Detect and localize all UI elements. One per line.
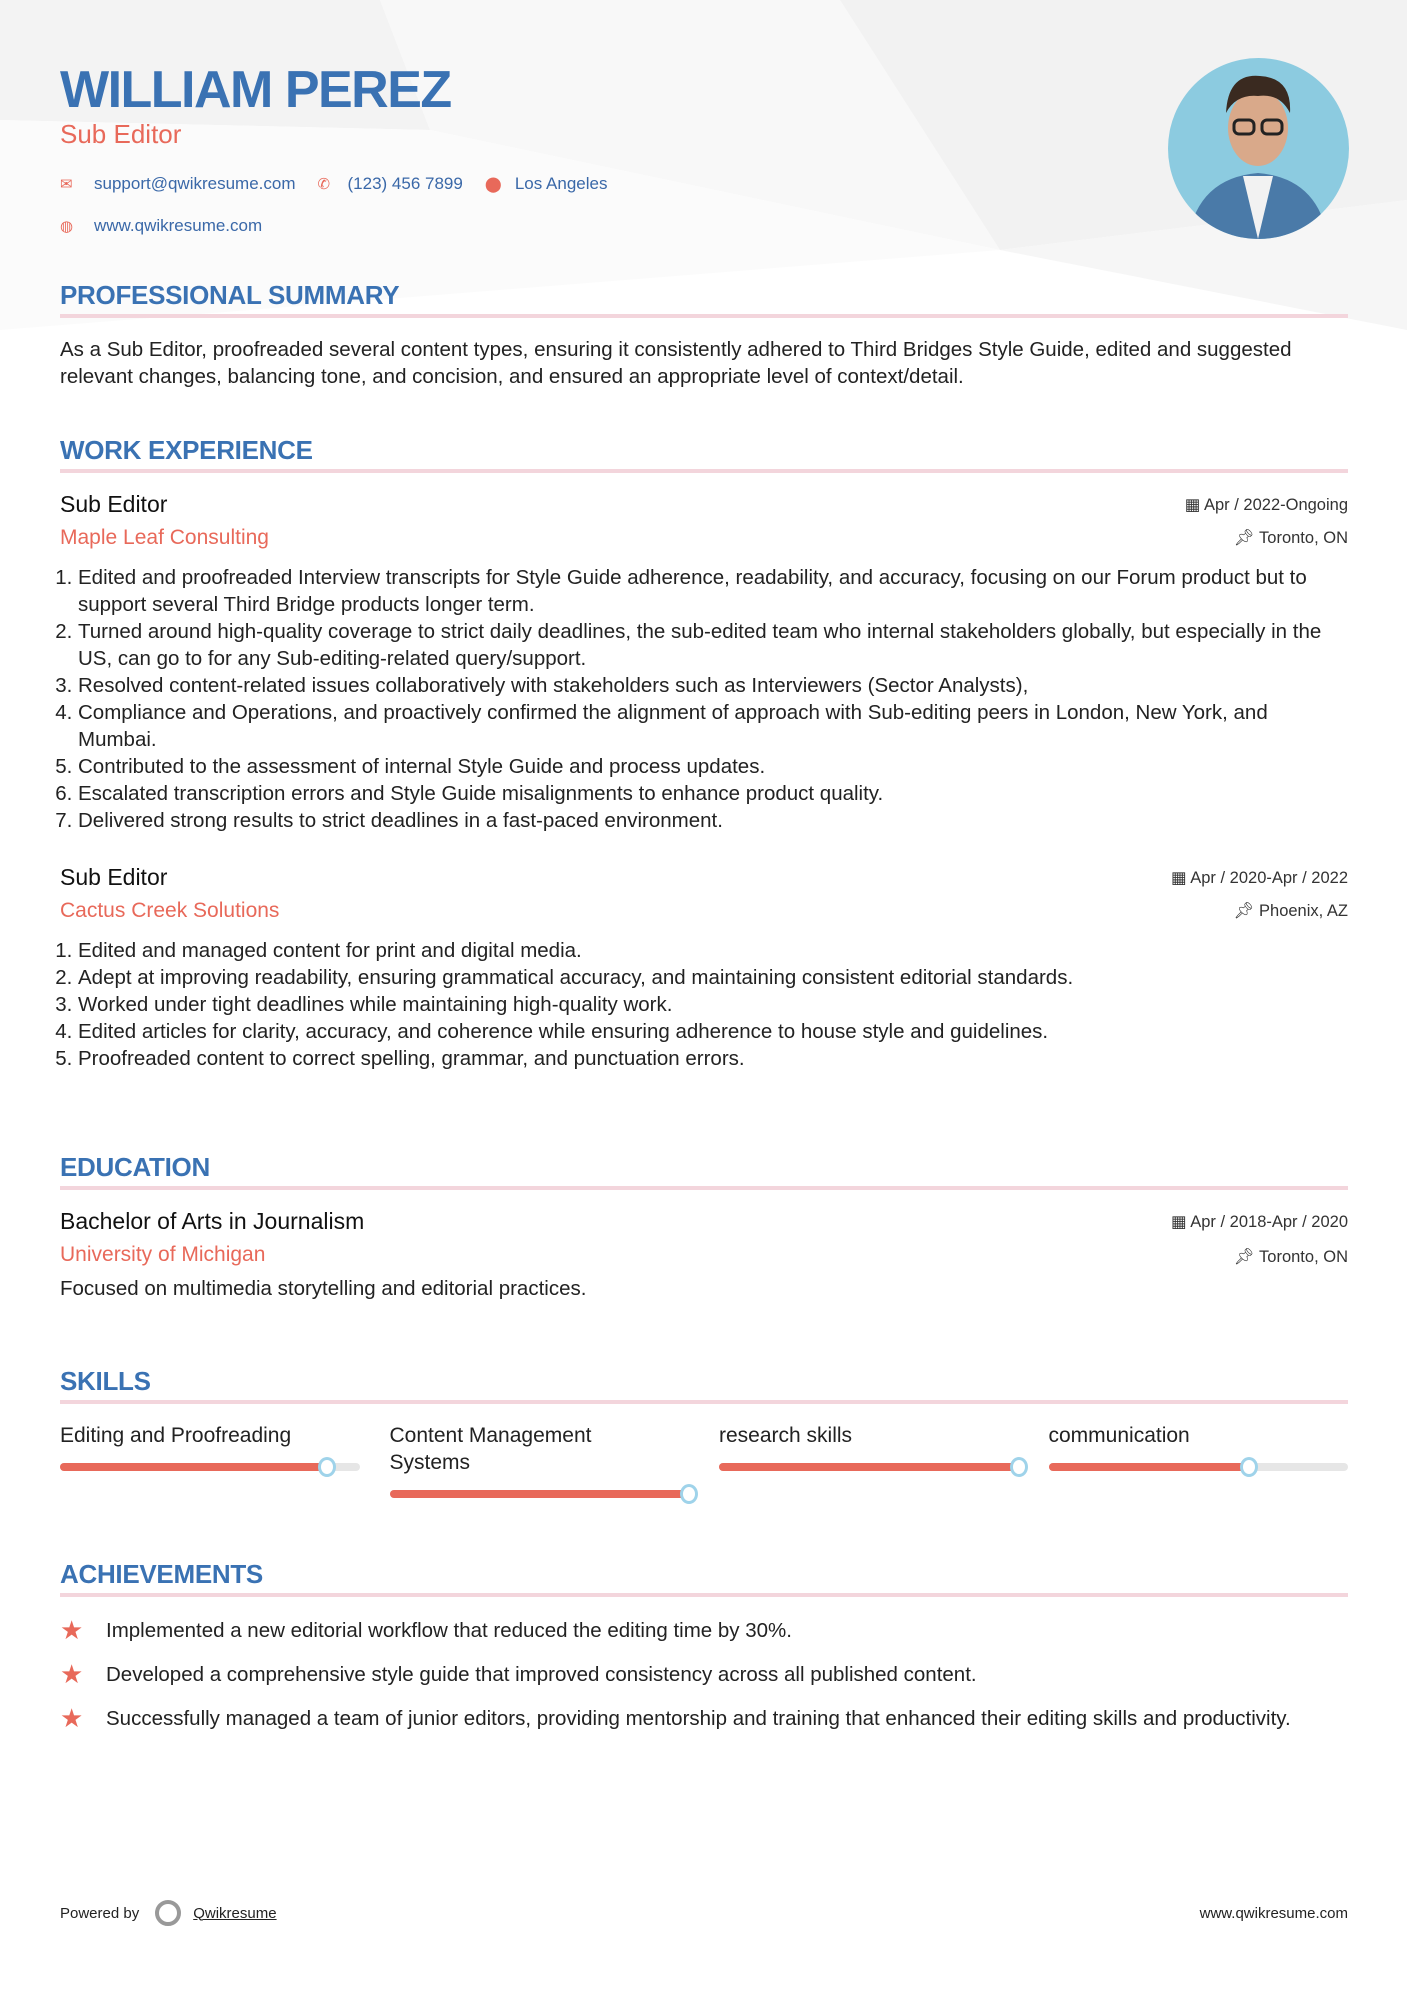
contact-row xyxy=(60,174,607,194)
degree: Bachelor of Arts in Journalism xyxy=(60,1208,365,1234)
skill-knob xyxy=(1240,1457,1258,1477)
name: WILLIAM PEREZ xyxy=(60,61,451,119)
job-date: ▦ Apr / 2020-Apr / 2022 xyxy=(1170,869,1348,887)
achievement-text: Successfully managed a team of junior editors, providing mentorship and training that enhanced their editing skills and productivity. xyxy=(106,1707,1291,1730)
list-item: 2. Adept at improving readability, ensuring grammatical accuracy, and maintaining consistent editorial standards. xyxy=(78,964,1348,991)
skills-section xyxy=(60,1366,1348,1498)
skill-fill xyxy=(719,1463,1019,1471)
powered-by: Powered by xyxy=(60,1904,140,1922)
skill-knob xyxy=(318,1457,336,1477)
profile-photo xyxy=(1168,58,1349,239)
job-entry xyxy=(60,491,1348,834)
pin-icon: 📌︎ xyxy=(1233,902,1260,920)
skill-bar xyxy=(719,1463,1019,1471)
company: Maple Leaf Consulting xyxy=(60,526,269,549)
list-item: 1. Edited and managed content for print and digital media. xyxy=(78,937,1348,964)
skill-item xyxy=(719,1422,1019,1498)
achievement-item xyxy=(60,1617,1348,1644)
phone: (123) 456 7899 xyxy=(347,174,463,193)
school: University of Michigan xyxy=(60,1243,266,1266)
list-item: 2. Turned around high-quality coverage to strict daily deadlines, the sub-edited team who internal stakeholders globally, but especially in the US, can go to for any Sub-editing-related query/support. xyxy=(78,618,1348,672)
bullet-list xyxy=(60,937,1348,1072)
phone-icon: ✆ xyxy=(317,176,331,193)
footer xyxy=(60,1900,1348,1926)
education-section xyxy=(60,1152,1348,1302)
education-description: Focused on multimedia storytelling and editorial practices. xyxy=(60,1277,587,1300)
pin-icon: 📌︎ xyxy=(1233,1248,1260,1266)
skill-bar xyxy=(390,1490,690,1498)
job-title: Sub Editor xyxy=(60,119,182,149)
list-item: 3. Resolved content-related issues collaboratively with stakeholders such as Interviewers (Sector Analysts), xyxy=(78,672,1348,699)
job-entry xyxy=(60,864,1348,1072)
achievement-item xyxy=(60,1661,1348,1688)
section-heading: PROFESSIONAL SUMMARY xyxy=(60,280,400,310)
job-date: ▦ Apr / 2022-Ongoing xyxy=(1184,496,1348,514)
achievement-item xyxy=(60,1705,1348,1732)
skill-item xyxy=(390,1422,690,1498)
qwikresume-logo-icon xyxy=(155,1900,181,1926)
skill-name: Editing and Proofreading xyxy=(60,1424,292,1447)
skill-name: communication xyxy=(1048,1424,1190,1447)
star-icon: ★ xyxy=(60,1703,84,1733)
job-title: Sub Editor xyxy=(60,864,168,890)
skill-item xyxy=(1049,1422,1349,1498)
list-item: 4. Compliance and Operations, and proactively confirmed the alignment of approach with Sub-editing peers in London, New York, and Mumbai. xyxy=(78,699,1348,753)
skill-bar xyxy=(60,1463,360,1471)
skill-fill xyxy=(60,1463,327,1471)
envelope-icon: ✉ xyxy=(60,176,73,193)
skill-item xyxy=(60,1422,360,1498)
list-item: 3. Worked under tight deadlines while maintaining high-quality work. xyxy=(78,991,1348,1018)
list-item: 4. Edited articles for clarity, accuracy, and coherence while ensuring adherence to house style and guidelines. xyxy=(78,1018,1348,1045)
education-date: ▦ Apr / 2018-Apr / 2020 xyxy=(1170,1213,1348,1231)
skill-fill xyxy=(1049,1463,1250,1471)
list-item: 6. Escalated transcription errors and Style Guide misalignments to enhance product quality. xyxy=(78,780,1348,807)
job-title: Sub Editor xyxy=(60,491,168,517)
divider xyxy=(60,1186,1348,1190)
list-item: 5. Proofreaded content to correct spelling, grammar, and punctuation errors. xyxy=(78,1045,1348,1072)
calendar-icon: ▦ xyxy=(1170,1213,1191,1231)
globe-icon: ◍ xyxy=(60,218,74,235)
email-link[interactable]: support@qwikresume.com xyxy=(94,174,296,193)
achievements-section xyxy=(60,1559,1348,1749)
skill-name: research skills xyxy=(719,1424,853,1447)
skill-name: Content Management Systems xyxy=(389,1424,592,1474)
divider xyxy=(60,469,1348,473)
website-link[interactable]: www.qwikresume.com xyxy=(94,216,263,235)
summary-text: As a Sub Editor, proofreaded several content types, ensuring it consistently adhered to Third Bridges Style Guide, edited and suggested relevant changes, balancing tone, and concision, and ensured an appropriate level of context/detail. xyxy=(60,338,1292,388)
list-item: 1. Edited and proofreaded Interview transcripts for Style Guide adherence, readability, and accuracy, focusing on our Forum product but to support several Third Bridge products longer term. xyxy=(78,564,1348,618)
skill-fill xyxy=(390,1490,690,1498)
skill-knob xyxy=(680,1484,698,1504)
star-icon: ★ xyxy=(60,1659,84,1689)
education-location: 📌︎ Toronto, ON xyxy=(1233,1248,1348,1266)
divider xyxy=(60,1400,1348,1404)
divider xyxy=(60,314,1348,318)
achievement-text: Developed a comprehensive style guide that improved consistency across all published content. xyxy=(106,1663,977,1686)
calendar-icon: ▦ xyxy=(1184,496,1204,514)
website-row xyxy=(60,216,262,236)
list-item: 5. Contributed to the assessment of internal Style Guide and process updates. xyxy=(78,753,1348,780)
achievement-text: Implemented a new editorial workflow that reduced the editing time by 30%. xyxy=(106,1619,792,1642)
brand-link[interactable]: Qwikresume xyxy=(193,1904,277,1922)
star-icon: ★ xyxy=(60,1615,84,1645)
section-heading: ACHIEVEMENTS xyxy=(60,1559,263,1589)
calendar-icon: ▦ xyxy=(1170,869,1191,887)
skill-bar xyxy=(1049,1463,1349,1471)
job-location: 📌︎ Toronto, ON xyxy=(1233,529,1348,547)
footer-website[interactable]: www.qwikresume.com xyxy=(1199,1904,1348,1922)
bullet-list xyxy=(60,564,1348,834)
section-heading: SKILLS xyxy=(60,1366,151,1396)
summary-section xyxy=(60,280,1348,390)
education-entry xyxy=(60,1208,1348,1302)
skill-knob xyxy=(1010,1457,1028,1477)
experience-section xyxy=(60,435,1348,1072)
list-item: 7. Delivered strong results to strict deadlines in a fast-paced environment. xyxy=(78,807,1348,834)
location: Los Angeles xyxy=(514,174,608,193)
company: Cactus Creek Solutions xyxy=(60,899,280,922)
map-pin-icon: ⬤ xyxy=(484,176,502,193)
divider xyxy=(60,1593,1348,1597)
section-heading: WORK EXPERIENCE xyxy=(60,435,313,465)
job-location: 📌︎ Phoenix, AZ xyxy=(1233,902,1348,920)
pin-icon: 📌︎ xyxy=(1233,529,1260,547)
section-heading: EDUCATION xyxy=(60,1152,210,1182)
